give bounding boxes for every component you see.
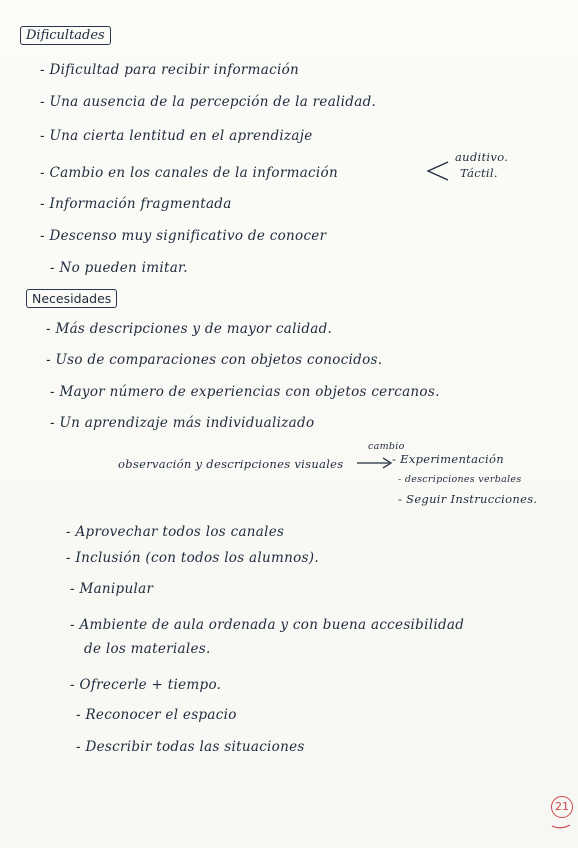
difficulty-item: - Dificultad para recibir información (40, 62, 300, 78)
need-item: - Aprovechar todos los canales (66, 524, 285, 540)
need-item: - Mayor número de experiencias con objetos cercanos. (50, 384, 440, 400)
need-item: - Más descripciones y de mayor calidad. (46, 321, 333, 337)
difficulty-item: - Una cierta lentitud en el aprendizaje (40, 128, 313, 144)
right-arrow-icon (355, 456, 395, 470)
difficulties-heading: Dificultades (20, 26, 111, 45)
page-number-underline (551, 822, 571, 830)
needs-heading: Necesidades (26, 289, 117, 308)
observation-phrase: observación y descripciones visuales (118, 457, 344, 471)
difficulty-item: - Descenso muy significativo de conocer (40, 228, 327, 244)
outcome-item: - Seguir Instrucciones. (398, 492, 538, 506)
difficulty-item: - No pueden imitar. (50, 260, 188, 276)
outcome-item: - Experimentación (392, 452, 504, 466)
channel-option-tactile: Táctil. (460, 166, 498, 180)
need-item: - Uso de comparaciones con objetos conocidos. (46, 352, 383, 368)
need-item: - Ambiente de aula ordenada y con buena accesibilidad (70, 617, 465, 633)
need-item: - Reconocer el espacio (76, 707, 237, 723)
need-item: - Manipular (70, 581, 154, 597)
need-item: - Inclusión (con todos los alumnos). (66, 550, 319, 566)
need-item-continuation: de los materiales. (84, 641, 211, 657)
outcome-item: - descripciones verbales (398, 474, 522, 485)
difficulty-item: - Una ausencia de la percepción de la realidad. (40, 94, 377, 110)
channel-option-auditory: auditivo. (455, 150, 509, 164)
difficulty-item: - Cambio en los canales de la información (40, 165, 338, 181)
page-number-badge: 21 (551, 796, 573, 818)
need-item: - Ofrecerle + tiempo. (70, 677, 222, 693)
need-item: - Un aprendizaje más individualizado (50, 415, 315, 431)
need-item: - Describir todas las situaciones (76, 739, 305, 755)
channel-bracket-icon (422, 158, 452, 184)
arrow-label: cambio (368, 441, 405, 452)
difficulty-item: - Información fragmentada (40, 196, 232, 212)
